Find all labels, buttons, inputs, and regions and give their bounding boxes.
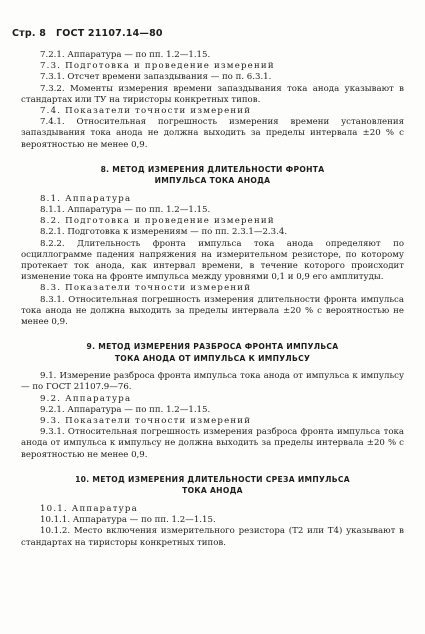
- paragraph: 8.1.1. Аппаратура — по пп. 1.2—1.15.: [40, 205, 211, 216]
- paragraph: 9.1. Измерение разброса фронта импульса тока анода от импульса к импульсу — по ГОСТ 21107.9—76.: [21, 371, 404, 393]
- paragraph: 8.2.1. Подготовка к измерениям — по пп. 2.3.1—2.3.4.: [40, 227, 288, 238]
- subsection-title: 7.4. Показатели точности измерений: [40, 106, 252, 117]
- section-heading-line: ТОКА АНОДА ОТ ИМПУЛЬСА К ИМПУЛЬСУ: [114, 353, 311, 363]
- subsection-title: 9.2. Аппаратура: [40, 393, 132, 404]
- paragraph: 9.2.1. Аппаратура — по пп. 1.2—1.15.: [40, 404, 211, 415]
- section-heading: [21, 164, 404, 187]
- paragraph: 9.3.1. Относительная погрешность измерения разброса фронта импульса тока анода от импульса к импульсу не должна выходить за пределы интервала ±20 % с вероятностью не менее 0,9.: [21, 427, 404, 460]
- section-heading-line: 8. МЕТОД ИЗМЕРЕНИЯ ДЛИТЕЛЬНОСТИ ФРОНТА: [100, 164, 325, 174]
- subsection-title: 7.3. Подготовка и проведение измерений: [40, 61, 275, 72]
- subsection-title: 9.3. Показатели точности измерений: [40, 416, 252, 427]
- paragraph: 7.4.1. Относительная погрешность измерения времени установления запаздывания тока анода не должна выходить за пределы интервала ±20 % с вероятностью не менее 0,9.: [21, 117, 404, 150]
- subsection-title: 8.3. Показатели точности измерений: [40, 283, 252, 294]
- paragraph: 10.1.1. Аппаратура — по пп. 1.2—1.15.: [40, 515, 216, 526]
- standard-number: ГОСТ 21107.14—80: [56, 28, 163, 39]
- paragraph: 7.2.1. Аппаратура — по пп. 1.2—1.15.: [40, 50, 211, 60]
- section-heading: [21, 341, 404, 364]
- paragraph: 7.3.2. Моменты измерения времени запаздывания тока анода указывают в стандартах или ТУ на тиристоры конкретных типов.: [21, 83, 404, 105]
- paragraph: 7.3.1. Отсчет времени запаздывания — по п. 6.3.1.: [40, 72, 272, 83]
- section-heading-line: ИМПУЛЬСА ТОКА АНОДА: [154, 176, 271, 186]
- section-heading-line: 9. МЕТОД ИЗМЕРЕНИЯ РАЗБРОСА ФРОНТА ИМПУЛЬСА: [86, 342, 339, 352]
- page-header: [12, 28, 163, 39]
- section-heading-line: 10. МЕТОД ИЗМЕРЕНИЯ ДЛИТЕЛЬНОСТИ СРЕЗА ИМПУЛЬСА: [75, 474, 350, 484]
- paragraph: 8.3.1. Относительная погрешность измерения длительности фронта импульса тока анода не должна выходить за пределы интервала ±20 % с вероятностью не менее 0,9.: [21, 294, 404, 328]
- subsection-title: 8.1. Аппаратура: [40, 193, 132, 204]
- subsection-title: 10.1. Аппаратура: [40, 503, 138, 514]
- paragraph: 10.1.2. Место включения измерительного резистора (Т2 или Т4) указывают в стандартах на тиристоры конкретных типов.: [21, 526, 404, 548]
- paragraph: 8.2.2. Длительность фронта импульса тока анода определяют по осциллограмме падения напряжения на измерительном резисторе, по которому протекает ток анода, как интервал времени, в течение которого происходит изменение тока на фронте импульса между уровнями 0,1 и 0,9 его амплитуды.: [21, 238, 404, 283]
- section-heading: [21, 474, 404, 497]
- subsection-title: 8.2. Подготовка и проведение измерений: [40, 216, 275, 227]
- document-body: [21, 50, 404, 549]
- section-heading-line: ТОКА АНОДА: [182, 486, 243, 496]
- page-number: Стр. 8: [12, 28, 47, 39]
